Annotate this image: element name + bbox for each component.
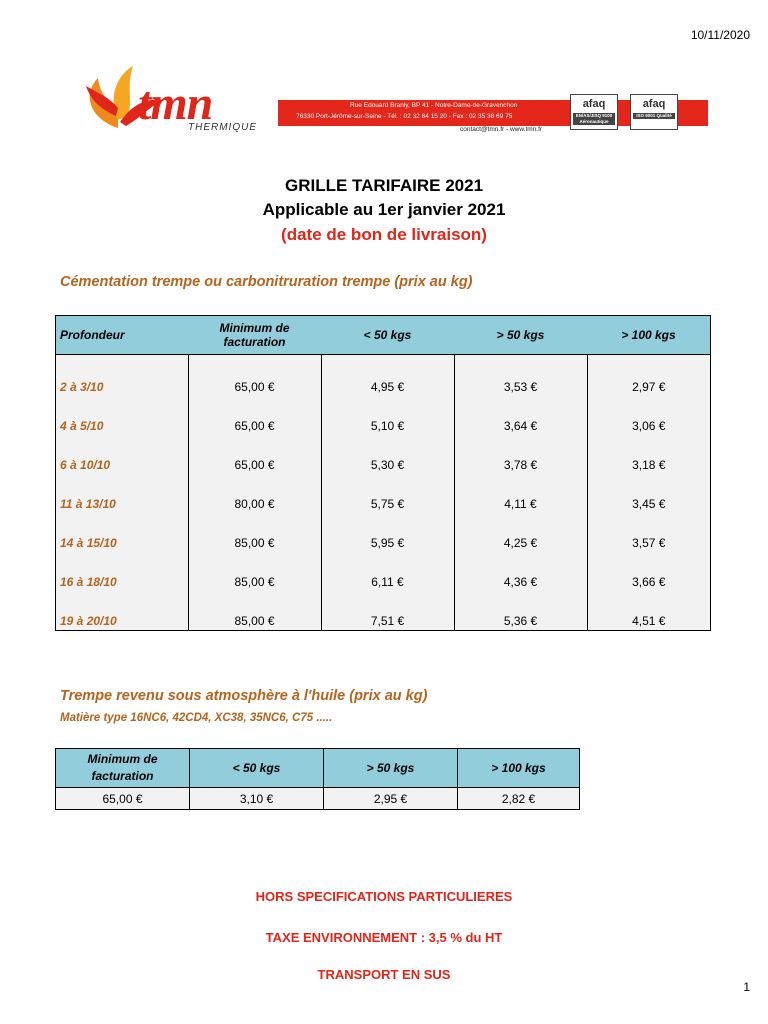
table-cell: 6 à 10/10 — [56, 435, 189, 474]
logo-subtitle: THERMIQUE — [188, 122, 257, 133]
table-cell: 4,51 € — [587, 591, 711, 631]
table-cell: 2,82 € — [458, 788, 580, 810]
col-header-gt50: > 50 kgs — [324, 749, 458, 788]
table-cell: 80,00 € — [188, 474, 321, 513]
table-cell: 4,11 € — [454, 474, 587, 513]
table-cell: 14 à 15/10 — [56, 513, 189, 552]
section-1-title: Cémentation trempe ou carbonitruration trempe (prix au kg) — [60, 274, 473, 290]
table-cell: 3,66 € — [587, 552, 711, 591]
table-cell: 5,30 € — [321, 435, 454, 474]
table-cell: 2,97 € — [587, 355, 711, 397]
table-cell: 3,64 € — [454, 396, 587, 435]
table-cell: 4,36 € — [454, 552, 587, 591]
table-cell: 4,95 € — [321, 355, 454, 397]
col-header-gt100: > 100 kgs — [458, 749, 580, 788]
cert-1-label: EN/AS/JISQ 9100 Aéronautique — [573, 113, 615, 125]
table-row — [56, 788, 580, 810]
doc-date-note: (date de bon de livraison) — [281, 225, 487, 244]
table-cell: 85,00 € — [188, 591, 321, 631]
col-header-lt50: < 50 kgs — [190, 749, 324, 788]
col-header-gt100: > 100 kgs — [587, 316, 711, 355]
table-cell: 4,25 € — [454, 513, 587, 552]
note-specifications: HORS SPECIFICATIONS PARTICULIERES — [255, 889, 513, 904]
table-cell: 19 à 20/10 — [56, 591, 189, 631]
table-row — [56, 513, 711, 552]
table-cell: 16 à 18/10 — [56, 552, 189, 591]
table-cell: 85,00 € — [188, 513, 321, 552]
table-cell: 65,00 € — [188, 435, 321, 474]
table-cell: 85,00 € — [188, 552, 321, 591]
table-row — [56, 591, 711, 631]
address-line-1: Rue Edouard Branly, BP 41 - Notre-Dame-de-Gravenchon — [350, 102, 518, 109]
section-2-material-types: Matière type 16NC6, 42CD4, XC38, 35NC6, C75 ..... — [60, 712, 333, 724]
company-banner — [60, 58, 710, 150]
table-cell: 3,57 € — [587, 513, 711, 552]
table-cell: 5,75 € — [321, 474, 454, 513]
col-header-gt50: > 50 kgs — [454, 316, 587, 355]
col-header-profondeur: Profondeur — [56, 316, 189, 355]
cert-2-name: afaq — [642, 98, 666, 110]
table-row — [56, 435, 711, 474]
col-header-minimum: Minimum de facturation — [56, 749, 190, 788]
table-row — [56, 474, 711, 513]
cert-1-name: afaq — [582, 98, 606, 110]
table-row — [56, 552, 711, 591]
table-header-row — [56, 316, 711, 355]
afaq-certification-badge-2 — [630, 94, 678, 130]
col-header-minimum: Minimum de facturation — [188, 316, 321, 355]
table-cell: 7,51 € — [321, 591, 454, 631]
cert-2-label: ISO 9001 Qualité — [633, 113, 675, 119]
table-cell: 11 à 13/10 — [56, 474, 189, 513]
table-row — [56, 396, 711, 435]
table-cell: 3,18 € — [587, 435, 711, 474]
table-cell: 65,00 € — [56, 788, 190, 810]
table-cell: 4 à 5/10 — [56, 396, 189, 435]
document-date: 10/11/2020 — [690, 28, 750, 42]
col-header-lt50: < 50 kgs — [321, 316, 454, 355]
table-cell: 3,06 € — [587, 396, 711, 435]
table-cell: 3,78 € — [454, 435, 587, 474]
table-cell: 65,00 € — [188, 355, 321, 397]
table-cell: 5,10 € — [321, 396, 454, 435]
section-2-title: Trempe revenu sous atmosphère à l'huile (prix au kg) — [60, 688, 428, 704]
table-cell: 5,95 € — [321, 513, 454, 552]
logo-wordmark: tmn — [138, 77, 213, 130]
note-environment-tax: TAXE ENVIRONNEMENT : 3,5 % du HT — [265, 930, 503, 945]
oil-quench-price-table — [55, 748, 580, 810]
table-header-row — [56, 749, 580, 788]
table-cell: 2 à 3/10 — [56, 355, 189, 397]
table-cell: 3,45 € — [587, 474, 711, 513]
table-cell: 3,53 € — [454, 355, 587, 397]
doc-title: GRILLE TARIFAIRE 2021 — [284, 176, 484, 195]
doc-applicable-date: Applicable au 1er janvier 2021 — [262, 200, 506, 219]
table-cell: 3,10 € — [190, 788, 324, 810]
table-cell: 2,95 € — [324, 788, 458, 810]
note-transport: TRANSPORT EN SUS — [317, 967, 451, 982]
afaq-certification-badge-1 — [570, 94, 618, 130]
address-line-2: 76330 Port-Jérôme-sur-Seine - Tél. : 02 32 84 15 20 - Fax : 02 35 38 69 75 — [296, 113, 513, 120]
table-cell: 6,11 € — [321, 552, 454, 591]
table-row — [56, 355, 711, 397]
table-cell: 65,00 € — [188, 396, 321, 435]
contact-line: contact@tmn.fr - www.tmn.fr — [460, 126, 543, 133]
table-cell: 5,36 € — [454, 591, 587, 631]
cementation-price-table — [55, 315, 711, 631]
page-number: 1 — [743, 980, 750, 994]
